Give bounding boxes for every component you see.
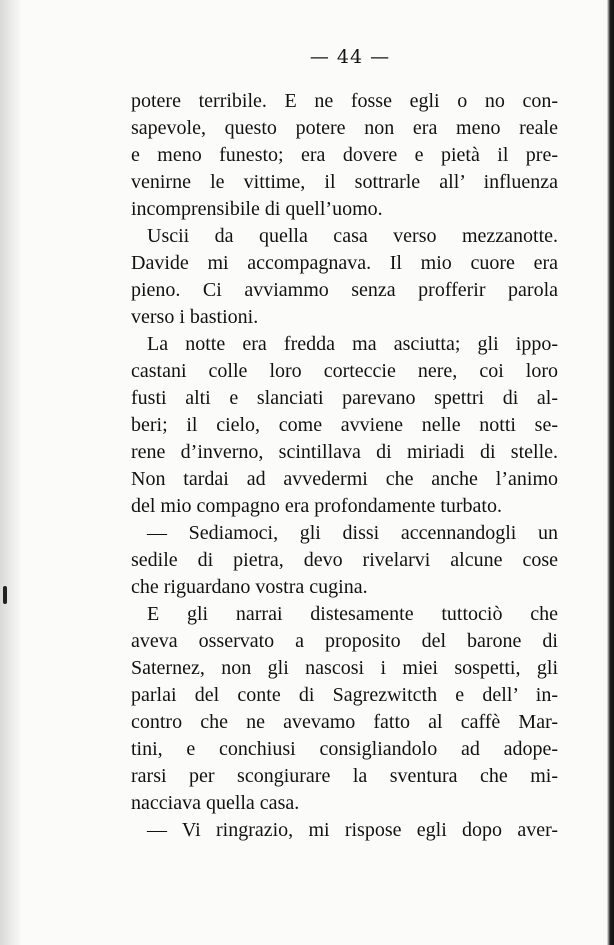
margin-mark: [3, 586, 7, 604]
text-line: E gli narrai distesamente tuttociò che: [147, 603, 558, 625]
text-line: venirne le vittime, il sottrarle all’ influenza: [131, 171, 558, 193]
binding-gutter-shadow: [0, 0, 22, 945]
text-line: pieno. Ci avviammo senza profferir parola: [131, 279, 558, 301]
page-right-edge: [607, 0, 614, 945]
text-line: Non tardai ad avvedermi che anche l’animo: [131, 468, 558, 490]
text-line: rene d’inverno, scintillava di miriadi di stelle.: [131, 441, 558, 463]
text-line: aveva osservato a proposito del barone di: [131, 630, 558, 652]
text-line: potere terribile. E ne fosse egli o no con-: [131, 90, 558, 112]
text-line: — Sediamoci, gli dissi accennandogli un: [147, 522, 558, 544]
text-line: fusti alti e slanciati parevano spettri di al-: [131, 387, 558, 409]
text-line: parlai del conte di Sagrezwitcth e dell’ in-: [131, 684, 558, 706]
text-line: che riguardano vostra cugina.: [131, 576, 368, 598]
text-line: beri; il cielo, come avviene nelle notti se-: [131, 414, 558, 436]
text-line: verso i bastioni.: [131, 306, 259, 328]
text-line: sedile di pietra, devo rivelarvi alcune cose: [131, 549, 558, 571]
text-line: Uscii da quella casa verso mezzanotte.: [147, 225, 558, 247]
text-line: rarsi per scongiurare la sventura che mi-: [131, 765, 558, 787]
text-line: Davide mi accompagnava. Il mio cuore era: [131, 252, 558, 274]
text-line: del mio compagno era profondamente turbato.: [131, 495, 502, 517]
text-line: Saternez, non gli nascosi i miei sospetti, gli: [131, 657, 558, 679]
page-number: — 44 —: [309, 46, 391, 68]
text-line: — Vi ringrazio, mi rispose egli dopo aver-: [147, 819, 558, 841]
text-line: nacciava quella casa.: [131, 792, 300, 814]
text-line: castani colle loro corteccie nere, coi loro: [131, 360, 558, 382]
text-line: La notte era fredda ma asciutta; gli ippo-: [147, 333, 558, 355]
text-line: incomprensibile di quell’uomo.: [131, 198, 383, 220]
text-line: tini, e conchiusi consigliandolo ad adope-: [131, 738, 558, 760]
text-line: e meno funesto; era dovere e pietà il pre-: [131, 144, 558, 166]
text-line: sapevole, questo potere non era meno reale: [131, 117, 558, 139]
text-line: contro che ne avevamo fatto al caffè Mar-: [131, 711, 558, 733]
